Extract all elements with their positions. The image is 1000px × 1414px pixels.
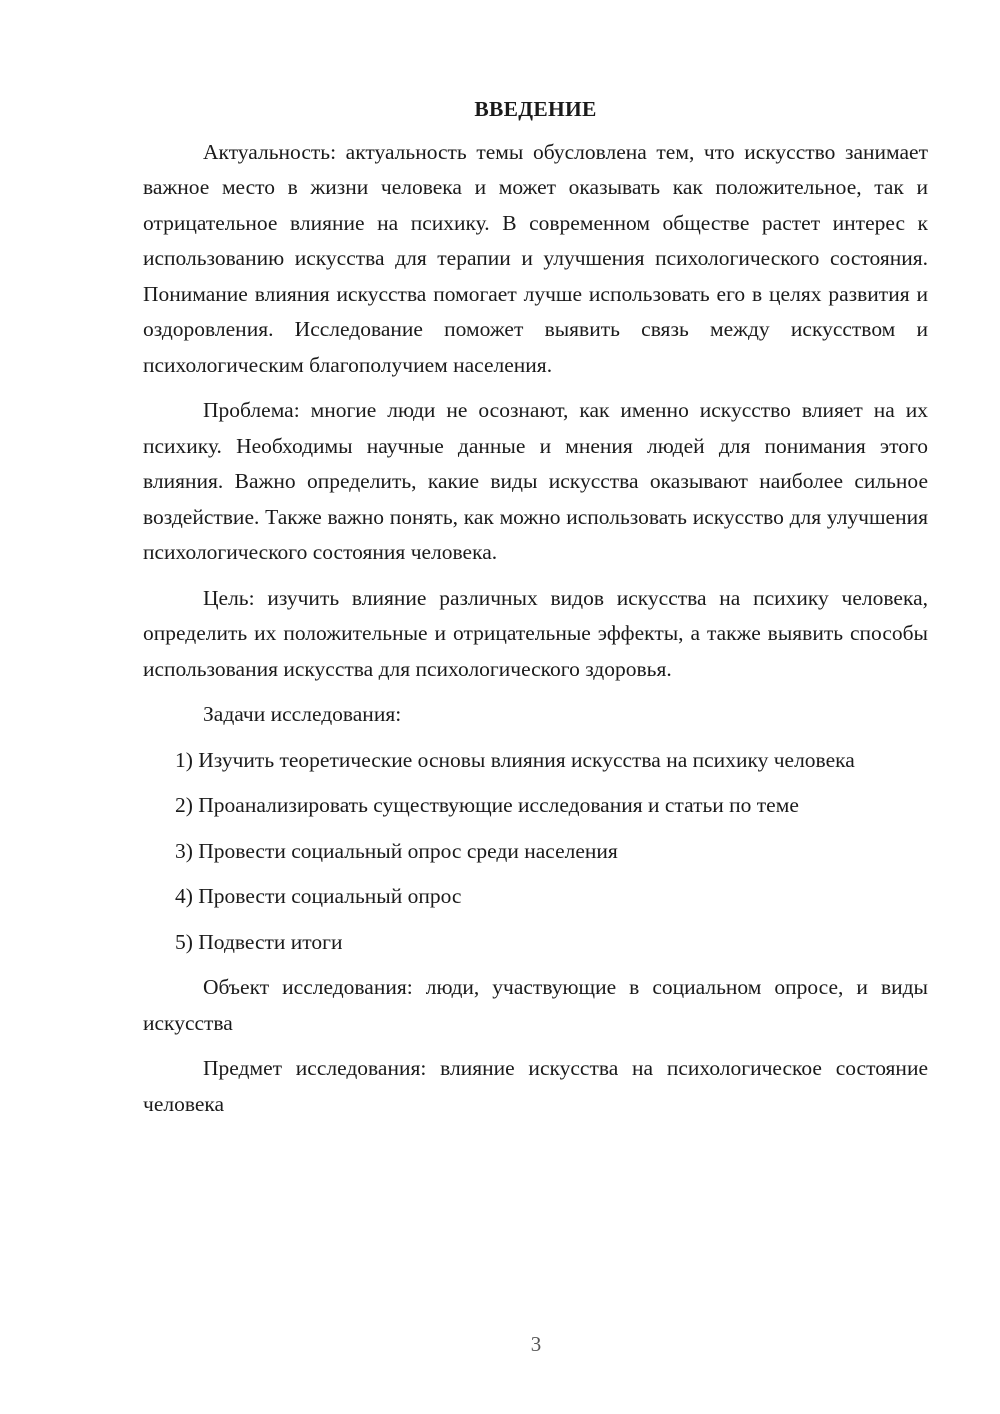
problem-paragraph: Проблема: многие люди не осознают, как именно искусство влияет на их психику. Необходимы научные данные и мнения людей для понимания этого влияния. Важно определить, какие виды искусства оказывают наиболее сильное воздействие. Также важно понять, как можно использовать искусство для улучшения психологического состояния человека. — [143, 398, 928, 564]
list-item: 3) Провести социальный опрос среди населения — [175, 838, 618, 863]
list-item: 5) Подвести итоги — [175, 929, 343, 954]
section-title: ВВЕДЕНИЕ — [474, 97, 597, 121]
page-content — [143, 92, 928, 1132]
list-item: 1) Изучить теоретические основы влияния искусства на психику человека — [175, 747, 855, 772]
tasks-list — [143, 743, 928, 961]
relevance-paragraph: Актуальность: актуальность темы обусловлена тем, что искусство занимает важное место в жизни человека и может оказывать как положительное, так и отрицательное влияние на психику. В современном обществе растет интерес к использованию искусства для терапии и улучшения психологического состояния. Понимание влияния искусства помогает лучше использовать его в целях развития и оздоровления. Исследование поможет выявить связь между искусством и психологическим благополучием населения. — [143, 139, 928, 377]
tasks-heading: Задачи исследования: — [203, 702, 402, 726]
list-item: 2) Проанализировать существующие исследования и статьи по теме — [175, 793, 799, 817]
page-number: 3 — [530, 1332, 542, 1356]
list-item: 4) Провести социальный опрос — [175, 884, 462, 908]
object-paragraph: Объект исследования: люди, участвующие в социальном опросе, и виды искусства — [143, 975, 928, 1035]
subject-paragraph: Предмет исследования: влияние искусства на психологическое состояние человека — [143, 1056, 928, 1116]
goal-paragraph: Цель: изучить влияние различных видов искусства на психику человека, определить их положительные и отрицательные эффекты, а также выявить способы использования искусства для психологического здоровья. — [143, 585, 928, 681]
